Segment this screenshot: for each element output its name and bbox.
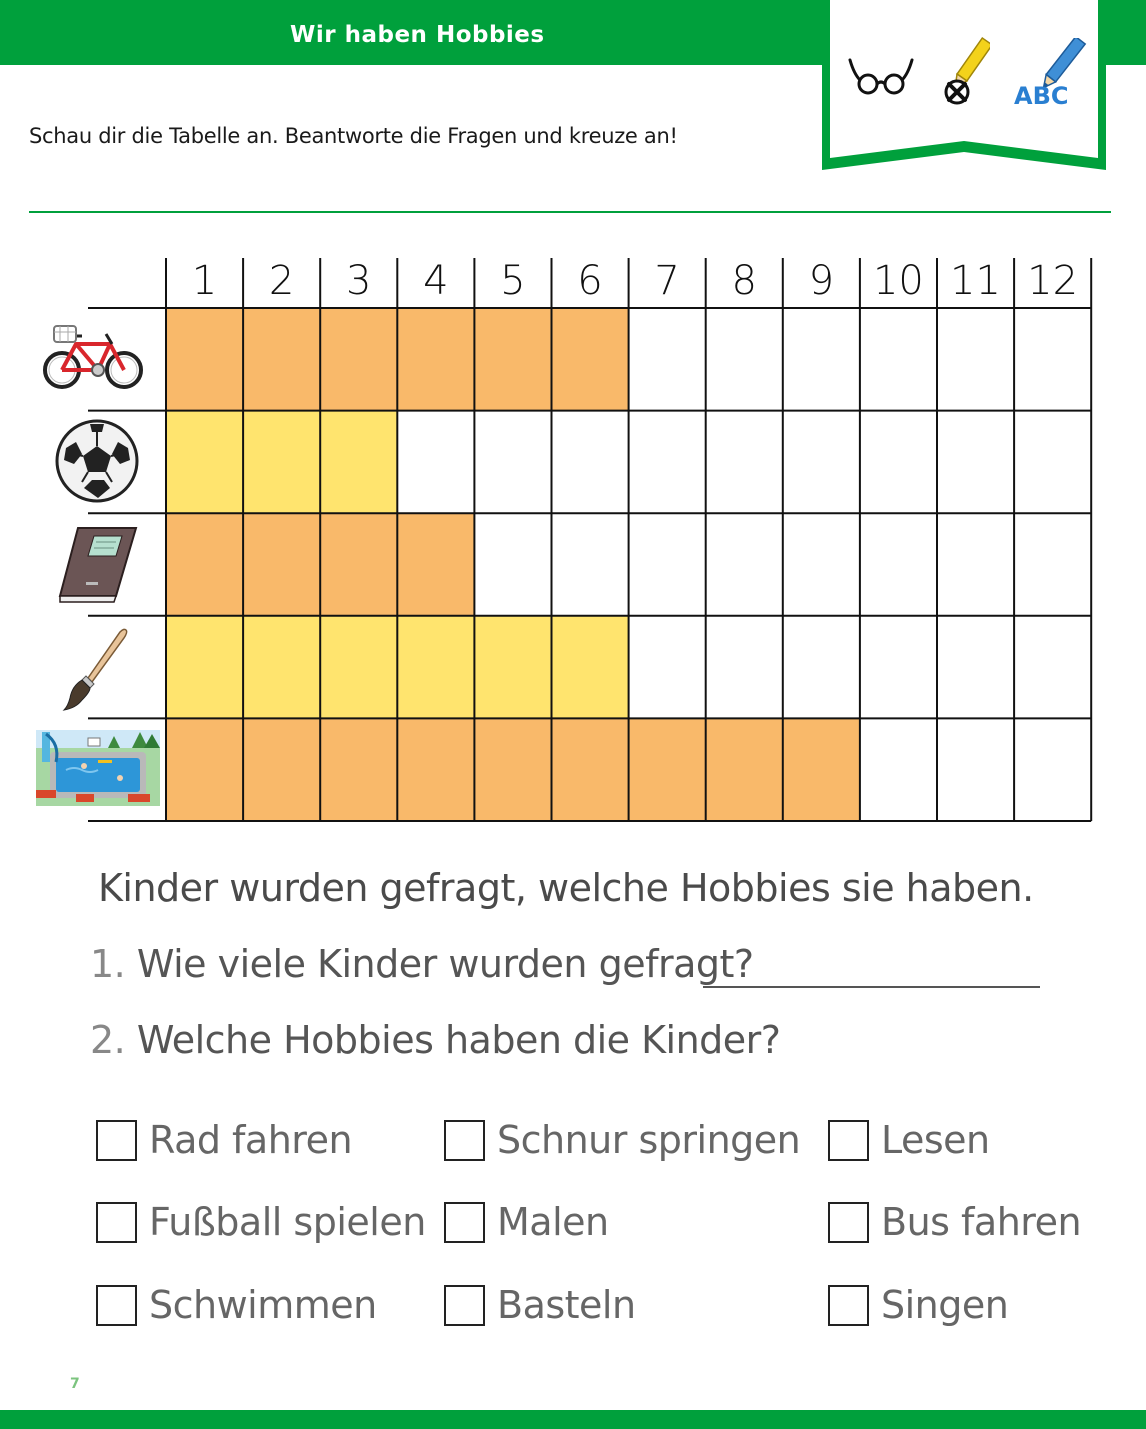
column-number: 2 xyxy=(268,258,295,304)
page-number: 7 xyxy=(70,1376,80,1392)
question-text: Welche Hobbies haben die Kinder? xyxy=(136,1018,781,1062)
checkbox[interactable] xyxy=(96,1120,137,1161)
option-label: Fußball spielen xyxy=(149,1200,426,1244)
option-label: Schnur springen xyxy=(497,1118,801,1162)
svg-text:ABC: ABC xyxy=(1014,82,1069,108)
column-number: 5 xyxy=(500,258,526,304)
column-number: 6 xyxy=(577,258,603,304)
option-label: Lesen xyxy=(881,1118,990,1162)
question-1 xyxy=(90,942,754,986)
checkbox[interactable] xyxy=(96,1202,137,1243)
checkbox[interactable] xyxy=(828,1202,869,1243)
checkbox[interactable] xyxy=(444,1202,485,1243)
instruction-text: Schau dir die Tabelle an. Beantworte die Fragen und kreuze an! xyxy=(29,124,678,148)
column-number: 12 xyxy=(1027,258,1079,304)
bicycle-icon xyxy=(40,322,148,392)
column-number: 3 xyxy=(345,258,372,304)
column-number: 8 xyxy=(731,258,757,304)
option-label: Rad fahren xyxy=(149,1118,353,1162)
option-label: Bus fahren xyxy=(881,1200,1082,1244)
statement-text: Kinder wurden gefragt, welche Hobbies sie haben. xyxy=(98,866,1034,910)
column-number: 4 xyxy=(423,258,449,304)
column-number: 11 xyxy=(950,258,1001,304)
checkbox[interactable] xyxy=(828,1285,869,1326)
option-label: Singen xyxy=(881,1283,1009,1327)
column-number: 10 xyxy=(872,258,924,304)
footer-bar xyxy=(0,1410,1146,1429)
checkbox[interactable] xyxy=(96,1285,137,1326)
column-number: 1 xyxy=(191,258,218,304)
column-number: 7 xyxy=(654,258,680,304)
option-label: Malen xyxy=(497,1200,609,1244)
answer-line[interactable] xyxy=(703,986,1040,988)
page-title: Wir haben Hobbies xyxy=(290,22,545,48)
checkbox[interactable] xyxy=(828,1120,869,1161)
soccer-ball-icon xyxy=(54,418,140,504)
checkbox[interactable] xyxy=(444,1285,485,1326)
checkbox[interactable] xyxy=(444,1120,485,1161)
question-number: 1. xyxy=(90,942,126,986)
option-label: Schwimmen xyxy=(149,1283,377,1327)
swimming-pool-icon xyxy=(36,730,160,806)
column-number: 9 xyxy=(808,258,835,304)
paintbrush-icon xyxy=(62,626,132,712)
question-number: 2. xyxy=(90,1018,126,1062)
book-icon xyxy=(56,524,140,604)
option-label: Basteln xyxy=(497,1283,636,1327)
question-2 xyxy=(90,1018,780,1062)
question-text: Wie viele Kinder wurden gefragt? xyxy=(136,942,754,986)
